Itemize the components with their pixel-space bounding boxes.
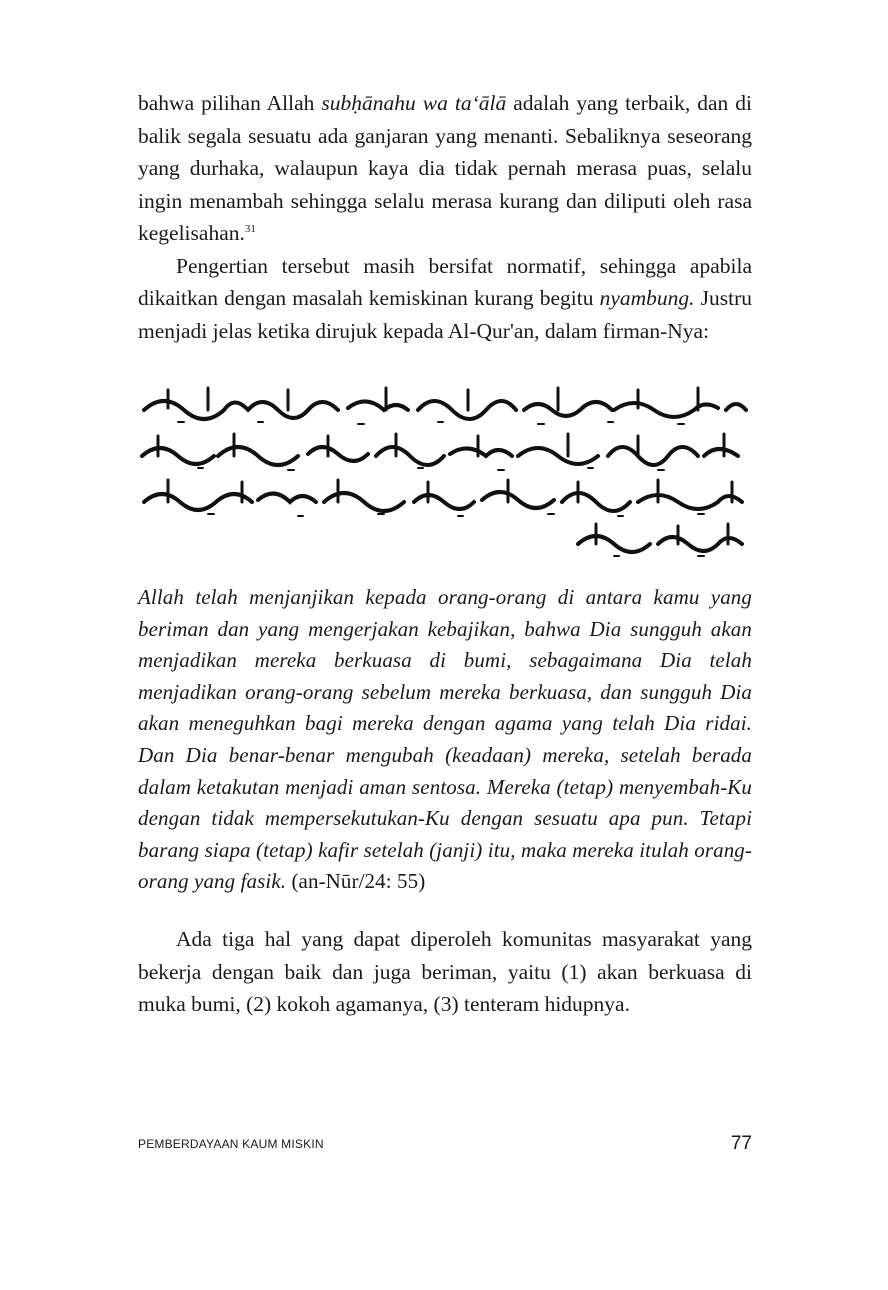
paragraph-3: Ada tiga hal yang dapat diperoleh komunitas masyarakat yang bekerja dengan baik dan juga beriman, yaitu (1) akan berkuasa di muka bumi, (2) kokoh agamanya, (3) tenteram hidupnya. — [138, 927, 752, 1016]
paragraph-2: Pengertian tersebut masih bersifat normatif, sehingga apabila dikaitkan dengan masalah kemiskinan kurang begitu nyambung. Justru menjadi jelas ketika dirujuk kepada Al-Qur'an, dalam firman-Nya: — [138, 253, 752, 343]
verse-translation: Allah telah menjanjikan kepada orang-orang di antara kamu yang beriman dan yang mengerjakan kebajikan, bahwa Dia sungguh akan menjadikan mereka berkuasa di bumi, sebagaimana Dia telah menjadikan orang-orang sebelum mereka berkuasa, dan sungguh Dia akan meneguhkan bagi mereka dengan agama yang telah Dia ridai. Dan Dia benar-benar mengubah (keadaan) mereka, setelah berada dalam ketakutan menjadi aman sentosa. Mereka (tetap) menyembah-Ku dengan tidak mempersekutukan-Ku dengan sesuatu apa pun. Tetapi barang siapa (tetap) kafir setelah (janji) itu, maka mereka itulah orang-orang yang fasik. (an-Nūr/24: 55) — [138, 585, 752, 894]
body-text-bottom — [138, 923, 752, 1021]
arabic-verse — [138, 380, 752, 562]
italic-word: nyambung. — [599, 286, 695, 310]
body-text-top — [138, 87, 752, 347]
arabic-calligraphy-image — [138, 380, 752, 562]
verse-reference: (an-Nūr/24: 55) — [286, 869, 426, 894]
paragraph-1: bahwa pilihan Allah subḥānahu wa ta‘ālā adalah yang terbaik, dan di balik segala sesuatu ada ganjaran yang menanti. Sebaliknya seseorang yang durhaka, walaupun kaya dia tidak pernah merasa puas, selalu ingin menambah sehingga selalu merasa kurang dan diliputi oleh rasa kegelisahan.$^{31}$ — [138, 91, 752, 245]
page-number: 77 — [730, 1133, 752, 1154]
footnote-marker[interactable]: 31 — [244, 222, 256, 235]
italic-phrase: subḥānahu wa ta‘ālā — [321, 91, 507, 115]
running-title: PEMBERDAYAAN KAUM MISKIN — [138, 1137, 324, 1151]
